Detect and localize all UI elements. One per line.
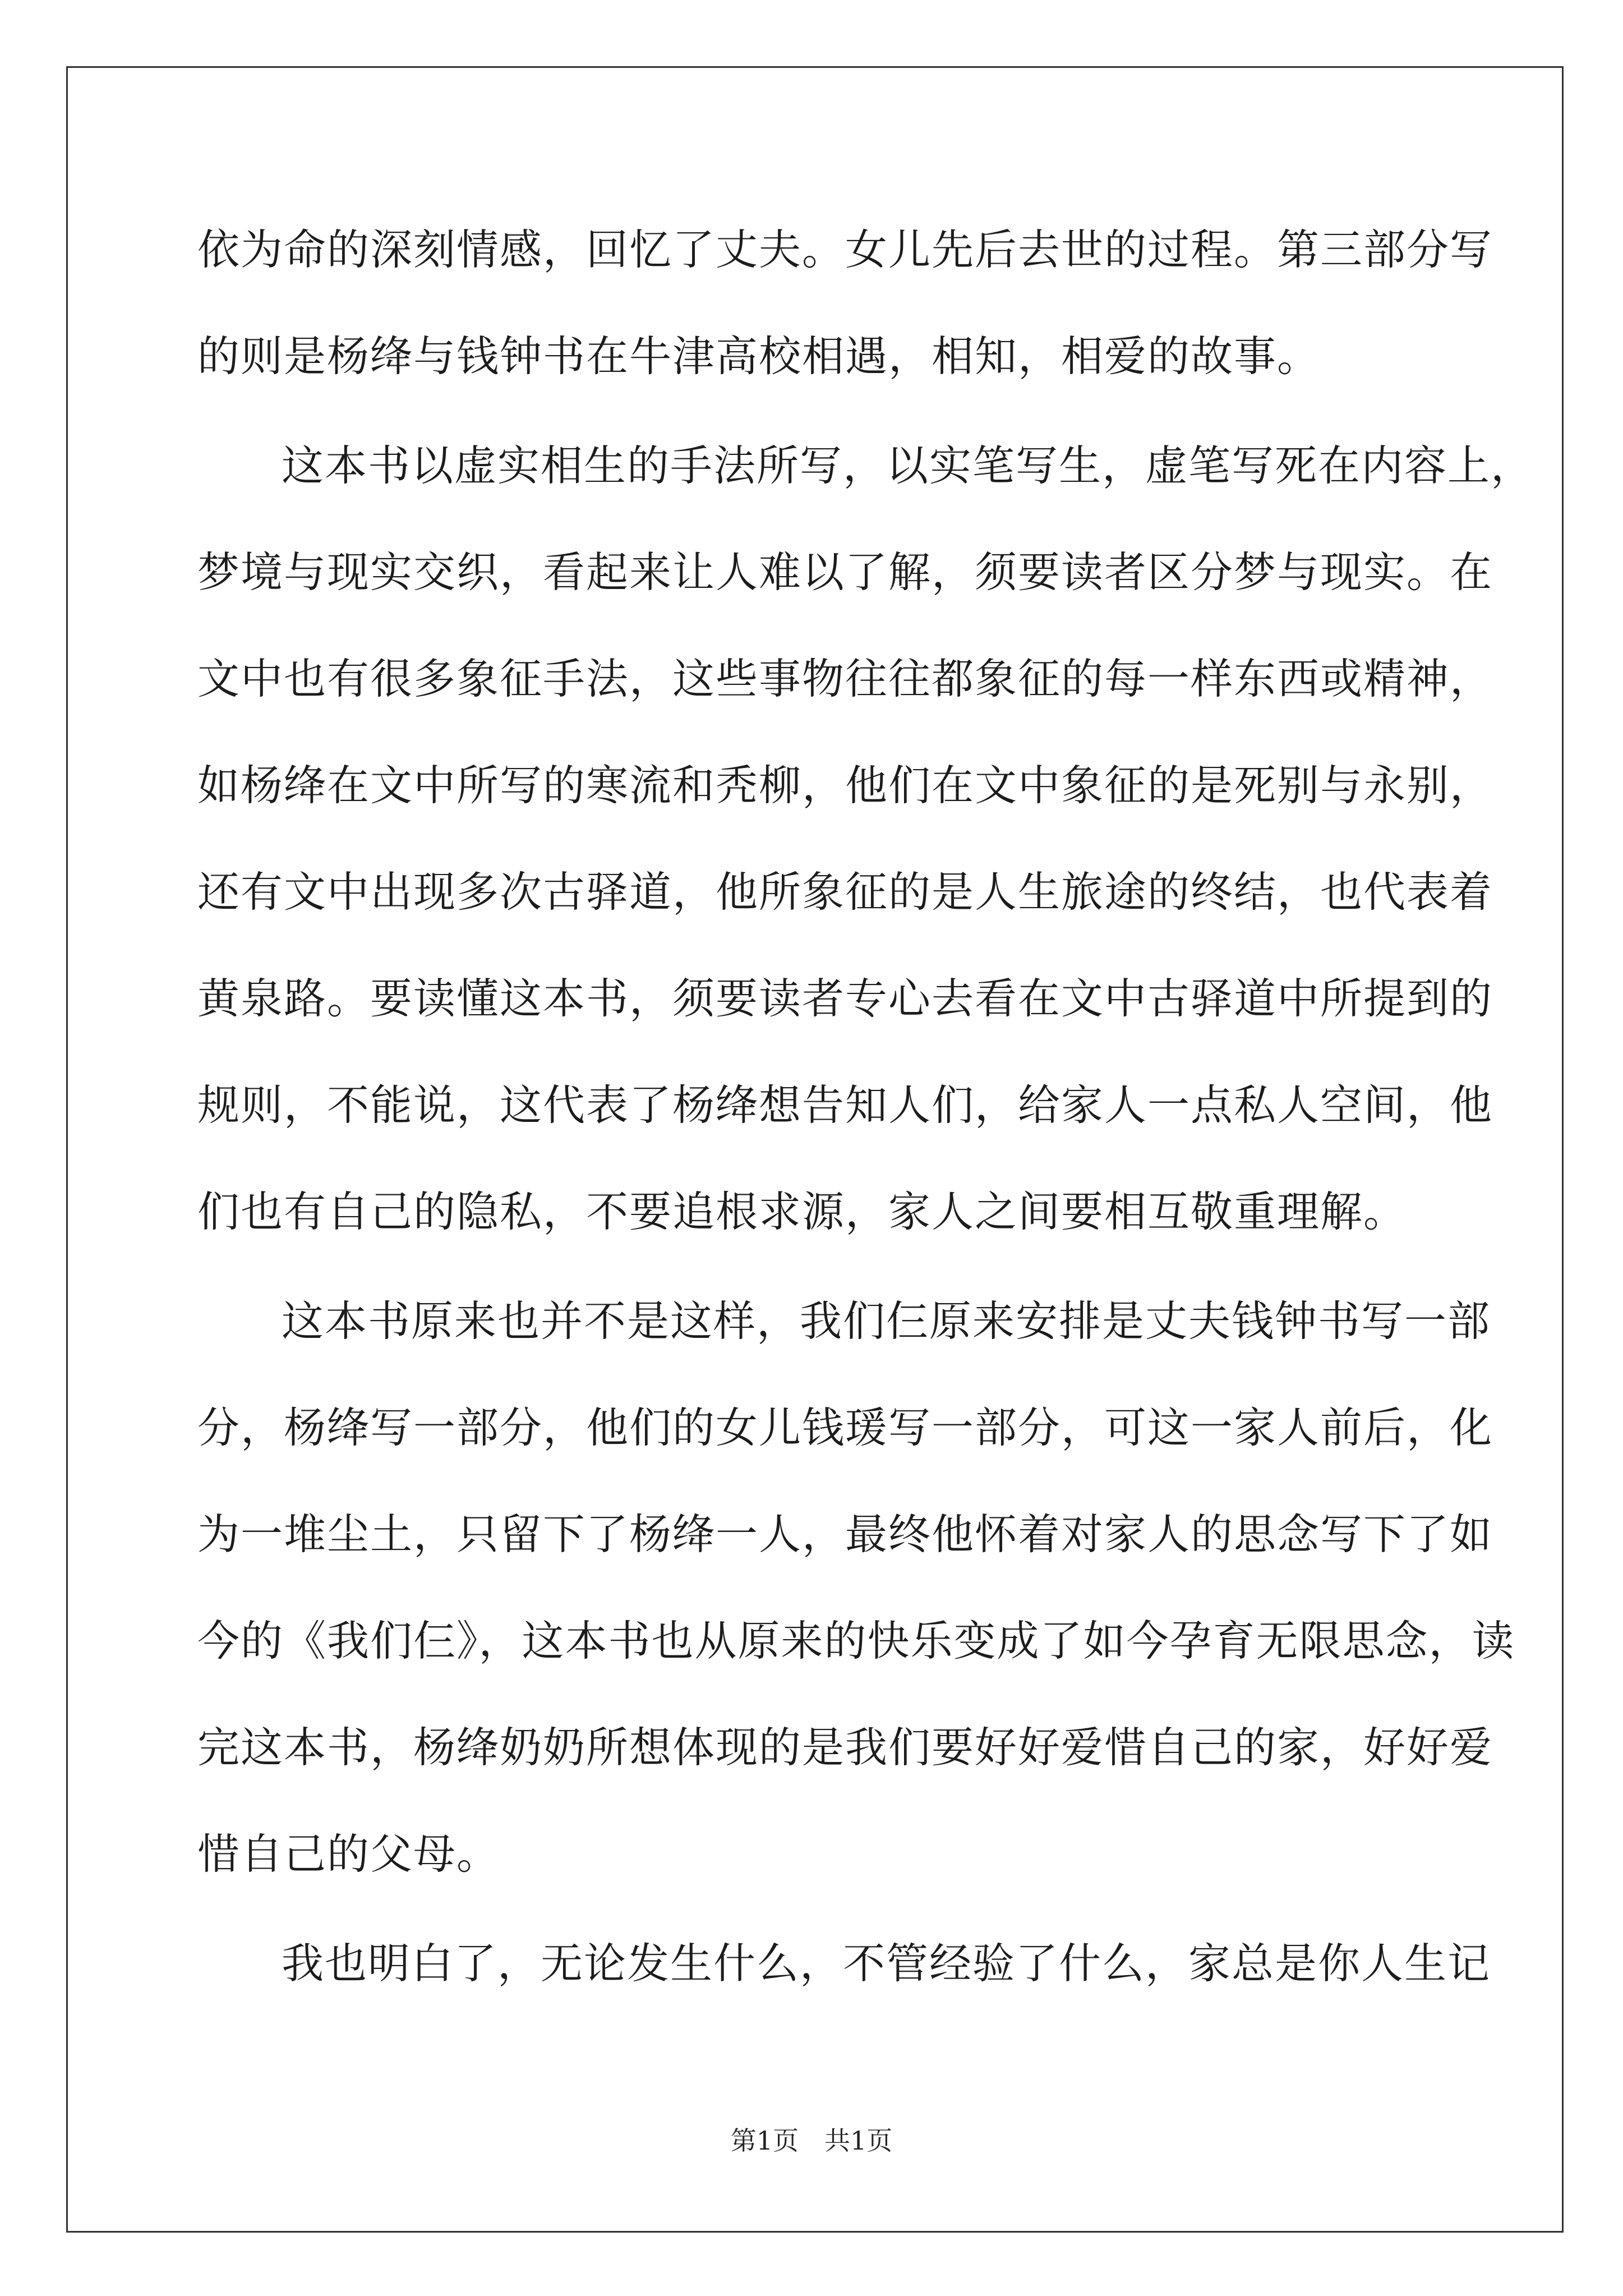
text-line: 如杨绛在文中所写的寒流和秃柳，他们在文中象征的是死别与永别，: [197, 761, 1493, 810]
text-line: 们也有自己的隐私，不要追根求源，家人之间要相互敬重理解。: [197, 1187, 1407, 1236]
page-footer: 第1页 共1页: [730, 2125, 893, 2156]
text-line: 这本书以虚实相生的手法所写，以实笔写生，虚笔写死在内容上，: [282, 441, 1534, 490]
text-line: 我也明白了，无论发生什么，不管经验了什么，家总是你人生记: [282, 1939, 1491, 1988]
page-border: [66, 66, 1564, 2233]
text-line: 为一堆尘土，只留下了杨绛一人，最终他怀着对家人的思念写下了如: [197, 1510, 1493, 1559]
text-line: 梦境与现实交织，看起来让人难以了解，须要读者区分梦与现实。在: [197, 547, 1493, 597]
text-line: 惜自己的父母。: [197, 1829, 500, 1879]
text-line: 的则是杨绛与钱钟书在牛津高校相遇，相知，相爱的故事。: [197, 332, 1321, 381]
text-line: 文中也有很多象征手法，这些事物往往都象征的每一样东西或精神，: [197, 654, 1493, 703]
text-line: 规则，不能说，这代表了杨绛想告知人们，给家人一点私人空间，他: [197, 1080, 1493, 1130]
text-line: 完这本书，杨绛奶奶所想体现的是我们要好好爱惜自己的家，好好爱: [197, 1723, 1493, 1772]
text-line: 今的《我们仨》，这本书也从原来的快乐变成了如今孕育无限思念，读: [197, 1616, 1515, 1665]
text-line: 还有文中出现多次古驿道，他所象征的是人生旅途的终结，也代表着: [197, 867, 1493, 917]
text-line: 这本书原来也并不是这样，我们仨原来安排是丈夫钱钟书写一部: [282, 1296, 1491, 1346]
text-line: 分，杨绛写一部分，他们的女儿钱瑗写一部分，可这一家人前后，化: [197, 1403, 1493, 1452]
text-line: 黄泉路。要读懂这本书，须要读者专心去看在文中古驿道中所提到的: [197, 974, 1493, 1023]
text-line: 依为命的深刻情感，回忆了丈夫。女儿先后去世的过程。第三部分写: [197, 225, 1493, 274]
